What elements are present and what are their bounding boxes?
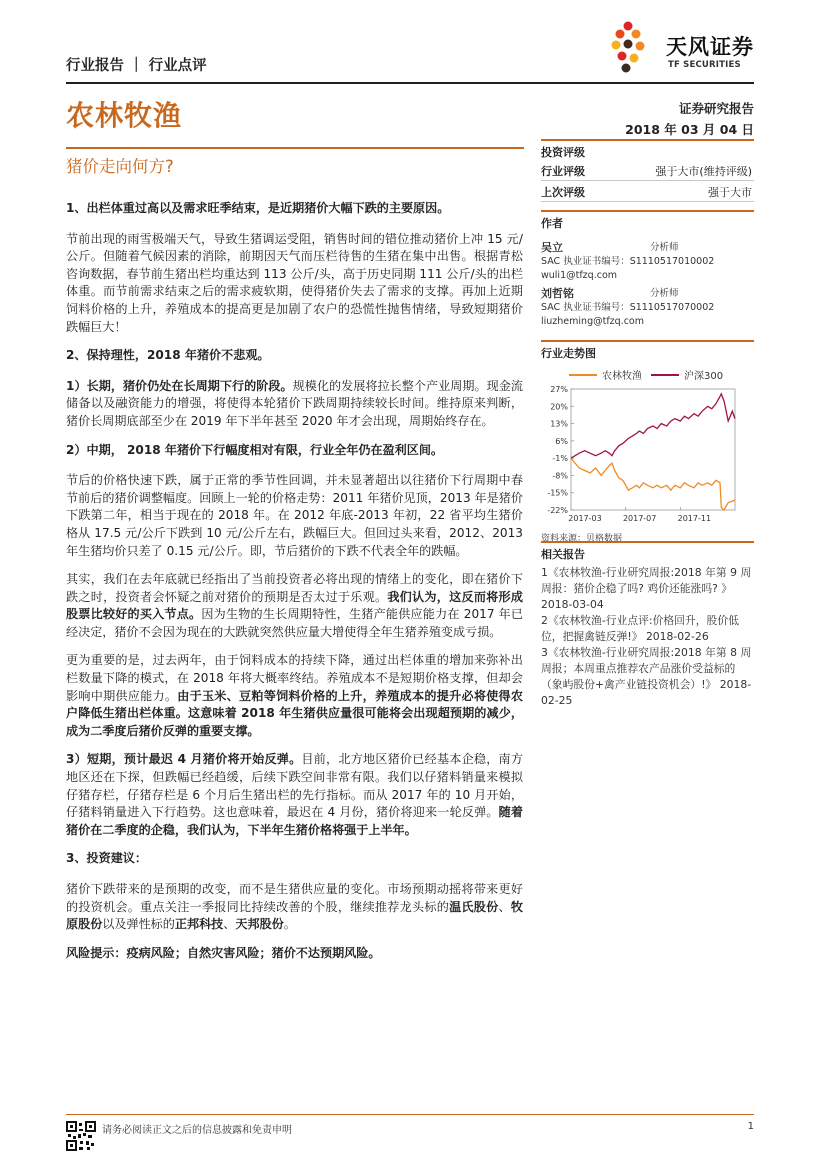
chart-legend [569, 369, 723, 382]
author-heading: 作者 [541, 210, 754, 231]
y-tick-label: -8% [552, 471, 568, 481]
related-item[interactable] [541, 565, 754, 613]
author-panel [541, 210, 754, 329]
related-item[interactable] [541, 613, 754, 645]
short-term-lead: 3）短期，预计最迟 4 月猪价将开始反弹。 [66, 752, 302, 767]
recommendation-text-b: 以及弹性标的 [102, 917, 175, 932]
past-view-text-a: 其实，我们在去年底就已经指出了当前投资者必将出现的情绪上的变化，即在猪价下跌之时，投资者会怀疑之前对猪价的预期是否太过于乐观。 [66, 572, 523, 604]
mid-term-heading: 2）中期， 2018 年猪价下行幅度相对有限，行业全年仍在盈利区间。 [66, 442, 444, 457]
y-tick-label: -22% [547, 506, 568, 515]
report-date: 2018 年 03 月 04 日 [625, 122, 754, 137]
short-term-text: 目前，北方地区猪价已经基本企稳，南方地区还在下探，但跌幅已经趋缓，后续下跌空间非常有限。我们以仔猪料销量来模拟仔猪存栏，仔猪存栏是 6 个月后生猪出栏的先行指标。而从 2017 年的 10 月开始，仔猪料销量进入下行趋势。这也意味着，最迟在 4 月份，猪价将迎来一轮反弹。 [66, 752, 523, 820]
rating-row-industry [541, 160, 754, 181]
paragraph-long-term [66, 378, 523, 431]
rating-value: 强于大市(维持评级) [655, 165, 752, 178]
section-heading-2: 2、保持理性，2018 年猪价不悲观。 [66, 348, 270, 363]
document-type: 行业报告 ｜ 行业点评 [66, 58, 207, 74]
related-item[interactable] [541, 645, 754, 709]
long-term-lead: 1）长期，猪价仍处在长周期下行的阶段。 [66, 378, 293, 393]
analyst-name: 刘哲铭 [541, 287, 574, 300]
past-view-text-c: 因为生物的生长周期特性，生猪产能供应能力在 2017 年已经决定，猪价不会因为现在的大跌就突然供应量大增使得全年生猪养殖变成亏损。 [66, 607, 523, 639]
paragraph-past-view [66, 571, 523, 641]
x-tick-label: 2017-07 [622, 514, 657, 523]
chart-frame [571, 389, 735, 510]
analyst-sac: SAC 执业证书编号：S1110517010002 [541, 256, 715, 267]
paragraph-mid-term: 节后的价格快速下跌，属于正常的季节性回调，并未显著超出以往猪价下行周期中春节前后的猪价调整幅度。回顾上一轮的价格走势：2011 年猪价见顶，2013 年是猪价下跌第二年，相当于现在的 2018 年。在 2012 年底-2013 年初，22 省平均生猪价格从 17.5 元/公斤下跌到 10 元/公斤左右，跌幅巨大。但回过头来看，2012、2013 年生猪均价只差了 0.15 元/公斤。即，节后猪价的下跌不代表全年的跌幅。 [66, 473, 523, 558]
related-date: 2018-02-26 [645, 630, 709, 643]
period: 。 [283, 917, 296, 932]
sector-title: 农林牧渔 [66, 99, 183, 132]
y-tick-label: 27% [550, 385, 568, 394]
past-view-highlight: 我们认为，这反而将形成股票比较好的买入节点。 [66, 589, 523, 622]
trend-heading: 行业走势图 [541, 340, 754, 361]
stock-zhengbang: 正邦科技 [174, 917, 224, 932]
analyst-role: 分析师 [650, 288, 679, 299]
related-panel [541, 541, 754, 709]
industry-trend-chart [541, 365, 754, 525]
qr-code-icon [66, 1121, 96, 1151]
related-title[interactable]: 3《农林牧渔-行业研究周报:2018 年第 8 周周报；本周重点推荐农产品涨价受益标的（象屿股份+禽产业链投资机会）!》 [541, 646, 752, 691]
series-line-sector [571, 458, 735, 510]
paragraph-importance [66, 652, 523, 740]
rating-value: 强于大市 [708, 186, 752, 199]
report-kind: 证券研究报告 [678, 101, 754, 116]
analyst-role: 分析师 [650, 242, 679, 253]
chart-axes [547, 385, 735, 523]
y-tick-label: -1% [552, 454, 568, 464]
stock-muyuan: 牧原股份 [66, 899, 523, 932]
rating-heading: 投资评级 [541, 139, 754, 160]
header-divider [66, 82, 754, 84]
y-tick-label: 20% [550, 402, 568, 412]
paragraph-short-term [66, 751, 523, 839]
related-list [541, 565, 754, 709]
stock-wens: 温氏股份 [449, 899, 499, 914]
analyst-card [541, 241, 754, 283]
section-heading-1: 1、出栏体重过高以及需求旺季结束，是近期猪价大幅下跌的主要原因。 [66, 201, 450, 215]
importance-highlight: 由于玉米、豆粕等饲料价格的上升，养殖成本的提升必将使得农户降低生猪出栏体重。这意味着 2018 年生猪供应量很可能将会出现超预期的减少，成为二季度后猪价反弹的重要支撑。 [66, 688, 523, 738]
stock-tianbang: 天邦股份 [235, 917, 284, 932]
chart-source: 资料来源：贝格数据 [541, 534, 623, 544]
separator: 、 [498, 899, 511, 914]
risk-warning: 风险提示：疫病风险；自然灾害风险；猪价不达预期风险。 [66, 945, 381, 960]
x-tick-label: 2017-03 [568, 514, 602, 523]
related-date: 2018-03-04 [541, 598, 604, 611]
x-tick-label: 2017-11 [677, 514, 712, 523]
section-heading-3: 3、投资建议： [66, 851, 147, 866]
related-title[interactable]: 1《农林牧渔-行业研究周报:2018 年第 9 周周报：猪价企稳了吗? 鸡价还能涨吗? 》 [541, 566, 752, 595]
analyst-card [541, 287, 754, 329]
paragraph-recommendation [66, 881, 523, 934]
recommendation-text-a: 猪价下跌带来的是预期的改变，而不是生猪供应量的变化。市场预期动摇将带来更好的投资机会。重点关注一季报同比持续改善的个股，继续推荐龙头标的 [66, 882, 523, 914]
rating-row-previous [541, 181, 754, 202]
title-divider [66, 147, 524, 149]
rating-label: 行业评级 [541, 165, 585, 178]
rating-panel [541, 139, 754, 202]
rating-label: 上次评级 [541, 186, 585, 199]
long-term-text: 规模化的发展将拉长整个产业周期。现金流储备以及融资能力的增强，将使得本轮猪价下跌周期持续较长时间。维持原来判断，猪价长周期底部至少在 2019 年下半年甚至 2020 年才会出现，周期始终存在。 [66, 378, 523, 428]
footer-divider [66, 1114, 754, 1115]
page-number: 1 [747, 1121, 754, 1132]
related-title[interactable]: 2《农林牧渔-行业点评:价格回升，股价低位，把握禽链反弹!》 [541, 614, 739, 643]
y-tick-label: 13% [550, 419, 568, 429]
analyst-sac: SAC 执业证书编号：S1110517070002 [541, 302, 715, 313]
legend-label-index: 沪深300 [684, 371, 724, 382]
main-content [66, 200, 523, 975]
y-tick-label: 6% [555, 436, 568, 446]
brand-name: 天风证券 [666, 35, 754, 59]
y-tick-label: -15% [547, 488, 568, 498]
analyst-name: 吴立 [541, 241, 563, 254]
short-term-conclusion: 随着猪价在二季度的企稳，我们认为，下半年生猪价格将强于上半年。 [66, 805, 523, 837]
page-title: 猪价走向何方? [66, 157, 174, 176]
disclaimer-note: 请务必阅读正文之后的信息披露和免责申明 [102, 1125, 292, 1136]
related-heading: 相关报告 [541, 541, 754, 562]
legend-label-sector: 农林牧渔 [602, 371, 642, 382]
importance-text: 更为重要的是，过去两年，由于饲料成本的持续下降，通过出栏体重的增加来弥补出栏数量下降的模式，在 2018 年将大概率终结。养殖成本不是短期价格支撑，但却会影响中期供应能力。 [66, 653, 523, 703]
analyst-email[interactable]: liuzheming@tfzq.com [541, 316, 644, 327]
paragraph-1: 节前出现的雨雪极端天气，导致生猪调运受阻，销售时间的错位推动猪价上冲 15 元/公斤。但随着气候因素的消除，前期因天气而压栏待售的生猪在集中出售。根据青松咨询数据，春节前生猪出栏均重达到 113 公斤/头，高于历史同期 111 公斤/头的出栏体重。而节前需求结束之后的需求疲软期，使得猪价失去了需求的支撑。再加上近期饲料价格的上升，养殖成本的提高更是加剧了农户的恐慌性抛售情绪，导致短期猪价跌幅巨大！ [66, 231, 523, 334]
analyst-email[interactable]: wuli1@tfzq.com [541, 270, 618, 281]
brand-subtitle: TF SECURITIES [668, 60, 741, 70]
series-line-index [571, 394, 735, 458]
separator: 、 [223, 917, 236, 932]
related-date: 2018-02-25 [541, 678, 752, 707]
chart-lines [571, 394, 735, 510]
trend-panel [541, 340, 754, 544]
